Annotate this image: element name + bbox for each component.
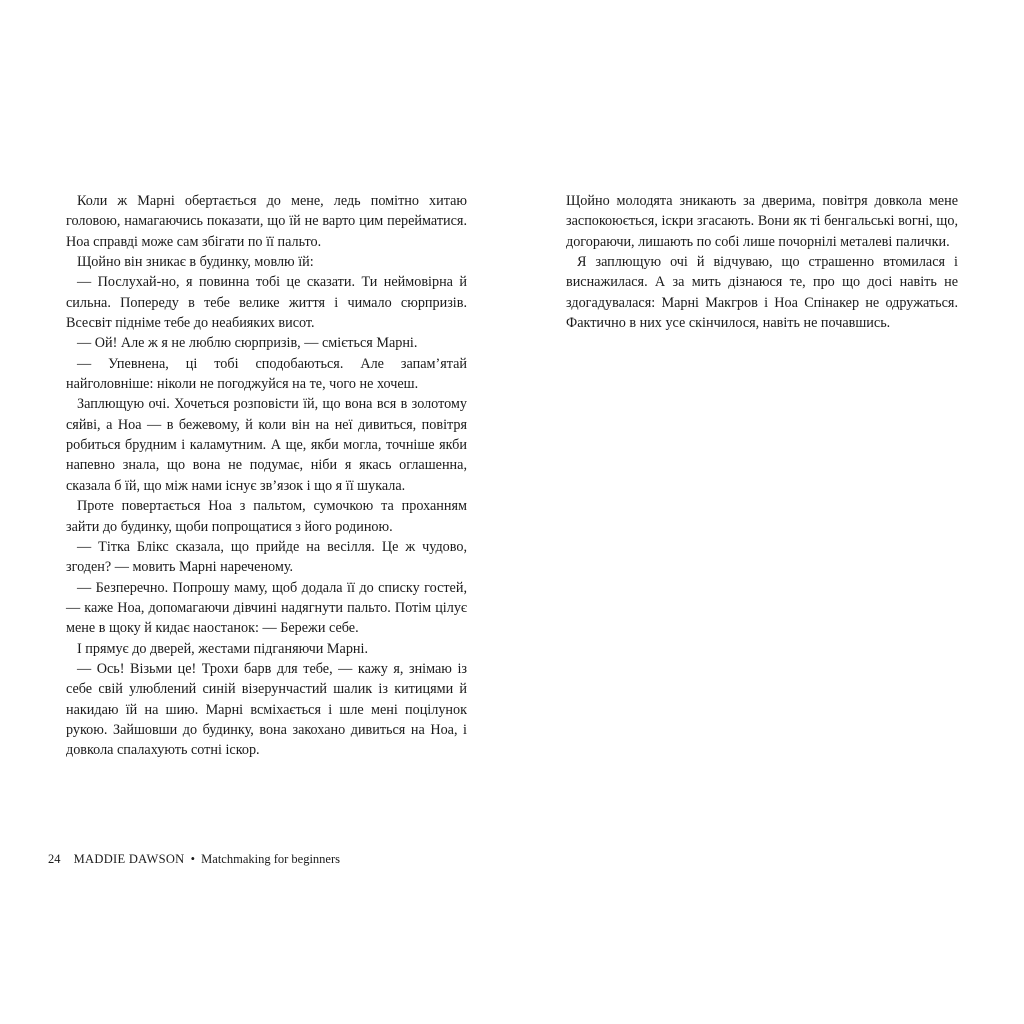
paragraph: Коли ж Марні обертається до мене, ледь помітно хитаю головою, намагаючись показати, що їй не варто цим перейматися. Ноа справді може сам збігати по її пальто. — [66, 193, 467, 250]
paragraph: — Послухай-но, я повинна тобі це сказати. Ти неймовірна й сильна. Попереду в тебе велике життя і чимало сюрпризів. Всесвіт підніме тебе до неабияких висот. — [66, 274, 467, 332]
separator-bullet: • — [190, 852, 196, 866]
right-text-column — [566, 191, 958, 333]
paragraph: Проте повертається Ноа з пальтом, сумочкою та проханням зайти до будинку, щоби попрощатися з його родиною. — [66, 498, 467, 535]
paragraph: Я заплющую очі й відчуваю, що страшенно втомилася і виснажилася. А за мить дізнаюся те, про що досі навіть не здогадувалася: Марні Макгров і Ноа Спінакер не одружаться. Фактично в них усе скінчилося, навіть не почавшись. — [566, 254, 958, 332]
paragraph: — Ой! Але ж я не люблю сюрпризів, — сміється Марні. — [77, 335, 418, 352]
paragraph: — Безперечно. Попрошу маму, щоб додала її до списку гостей, — каже Ноа, допомагаючи дівчині надягнути пальто. Потім цілує мене в щоку й кидає наостанок: — Бережи себе. — [66, 579, 467, 637]
left-text-column — [66, 191, 467, 761]
book-title: Matchmaking for beginners — [201, 852, 341, 866]
author-name: MADDIE DAWSON — [73, 852, 185, 866]
paragraph: Заплющую очі. Хочеться розповісти їй, що вона вся в золотому сяйві, а Ноа — в бежевому, й коли він на неї дивиться, повітря робиться брудним і каламутним. А ще, якби могла, точніше якби напевно знала, що вона не подумає, ніби я якась оглашенна, сказала б їй, що між нами існує зв’язок і що я її шукала. — [66, 396, 467, 494]
paragraph: — Ось! Візьми це! Трохи барв для тебе, — кажу я, знімаю із себе свій улюблений синій візерунчастий шалик із китицями й накидаю їй на шию. Марні всміхається і шле мені поцілунок рукою. Зайшовши до будинку, вона закохано дивиться на Ноа, і довкола спалахують сотні іскор. — [66, 660, 467, 759]
paragraph: — Упевнена, ці тобі сподобаються. Але запам’ятай найголовніше: ніколи не погоджуйся на те, чого не хочеш. — [66, 355, 467, 393]
page-number: 24 — [48, 852, 61, 866]
paragraph: Щойно молодята зникають за дверима, повітря довкола мене заспокоюється, іскри згасають. Вони як ті бенгальські вогні, що, догораючи, лишають по собі лише почорнілі металеві палички. — [566, 193, 958, 250]
paragraph: — Тітка Блікс сказала, що прийде на весілля. Це ж чудово, згоден? — мовить Марні нареченому. — [66, 538, 467, 576]
page-footer — [48, 851, 340, 867]
paragraph: Щойно він зникає в будинку, мовлю їй: — [77, 254, 314, 271]
paragraph: І прямує до дверей, жестами підганяючи Марні. — [77, 640, 369, 657]
